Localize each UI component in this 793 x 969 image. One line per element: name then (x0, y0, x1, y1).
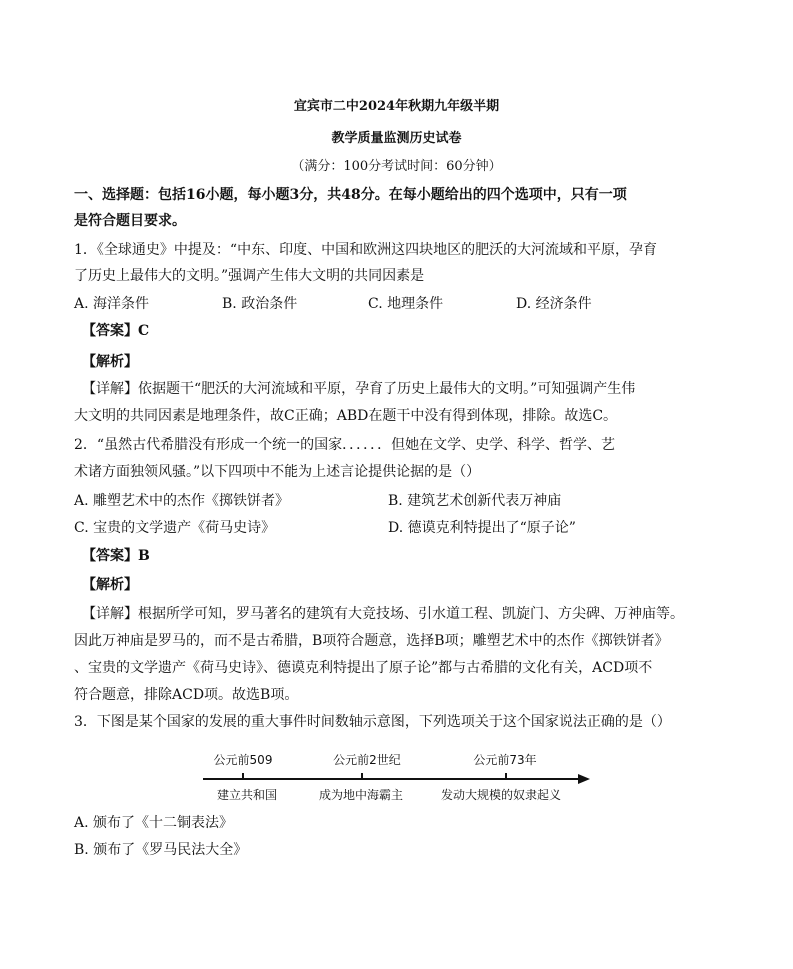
q1-option-c: C. 地理条件 (368, 296, 444, 312)
timeline-date-1: 公元前509 (213, 753, 273, 767)
q1-option-b: B. 政治条件 (222, 296, 298, 312)
q2-answer: 【答案】B (82, 548, 150, 564)
q2-analysis-label: 【解析】 (82, 577, 138, 593)
q1-analysis-label: 【解析】 (82, 354, 138, 370)
timeline-event-2: 成为地中海霸主 (318, 788, 404, 802)
q2-option-c: C. 宝贵的文学遗产《荷马史诗》 (74, 520, 276, 536)
q1-answer: 【答案】C (82, 323, 150, 339)
q1-detail-line1: 【详解】依据题干“肥沃的大河流域和平原，孕育了历史上最伟大的文明。”可知强调产生伟 (82, 381, 636, 397)
timeline-event-3: 发动大规模的奴隶起义 (440, 788, 562, 802)
timeline-event-1: 建立共和国 (216, 788, 278, 802)
exam-title: 宜宾市二中2024年秋期九年级半期 (293, 99, 500, 114)
q2-option-a: A. 雕塑艺术中的杰作《掷铁饼者》 (74, 493, 290, 509)
q3-option-b: B. 颁布了《罗马民法大全》 (74, 842, 248, 858)
q2-option-b: B. 建筑艺术创新代表万神庙 (388, 493, 562, 509)
q1-stem-line1: 1．《全球通史》中提及：“中东、印度、中国和欧洲这四块地区的肥沃的大河流域和平原，孕育 (74, 242, 658, 258)
q2-detail-line3: 、宝贵的文学遗产《荷马史诗》、德谟克利特提出了原子论”都与古希腊的文化有关，ACD项不 (74, 660, 653, 676)
timeline-date-2: 公元前2世纪 (333, 753, 401, 767)
q3-timeline (195, 748, 595, 808)
q2-detail-line1: 【详解】根据所学可知，罗马著名的建筑有大竞技场、引水道工程、凯旋门、方尖碑、万神庙等。 (82, 606, 684, 622)
q2-detail-line2: 因此万神庙是罗马的，而不是古希腊，B项符合题意，选择B项；雕塑艺术中的杰作《掷铁饼者》 (74, 633, 669, 649)
timeline-arrow-icon (578, 774, 590, 784)
q1-stem-line2: 了历史上最伟大的文明。”强调产生伟大文明的共同因素是 (74, 268, 425, 284)
q2-stem-line2: 术诸方面独领风骚。”以下四项中不能为上述言论提供论据的是（） (74, 464, 481, 480)
q1-detail-line2: 大文明的共同因素是地理条件，故C正确；ABD在题干中没有得到体现，排除。故选C。 (74, 408, 618, 424)
exam-subtitle: 教学质量监测历史试卷 (331, 131, 462, 146)
q3-option-a: A. 颁布了《十二铜表法》 (74, 815, 234, 831)
q1-option-a: A. 海洋条件 (74, 296, 150, 312)
q3-stem-line1: 3．下图是某个国家的发展的重大事件时间数轴示意图，下列选项关于这个国家说法正确的是（） (74, 714, 671, 730)
timeline-date-3: 公元前73年 (473, 753, 537, 767)
exam-meta: （满分：100分考试时间：60分钟） (291, 159, 502, 174)
q2-stem-line1: 2．“虽然古代希腊没有形成一个统一的国家．．．．．．但她在文学、史学、科学、哲学、艺 (74, 437, 616, 453)
section-instruction-line2: 是符合题目要求。 (74, 213, 186, 229)
q2-detail-line4: 符合题意，排除ACD项。故选B项。 (74, 687, 299, 703)
section-instruction-line1: 一、选择题：包括16小题，每小题3分，共48分。在每小题给出的四个选项中，只有一项 (74, 187, 627, 203)
q2-option-d: D. 德谟克利特提出了“原子论” (388, 520, 576, 536)
q1-option-d: D. 经济条件 (516, 296, 592, 312)
